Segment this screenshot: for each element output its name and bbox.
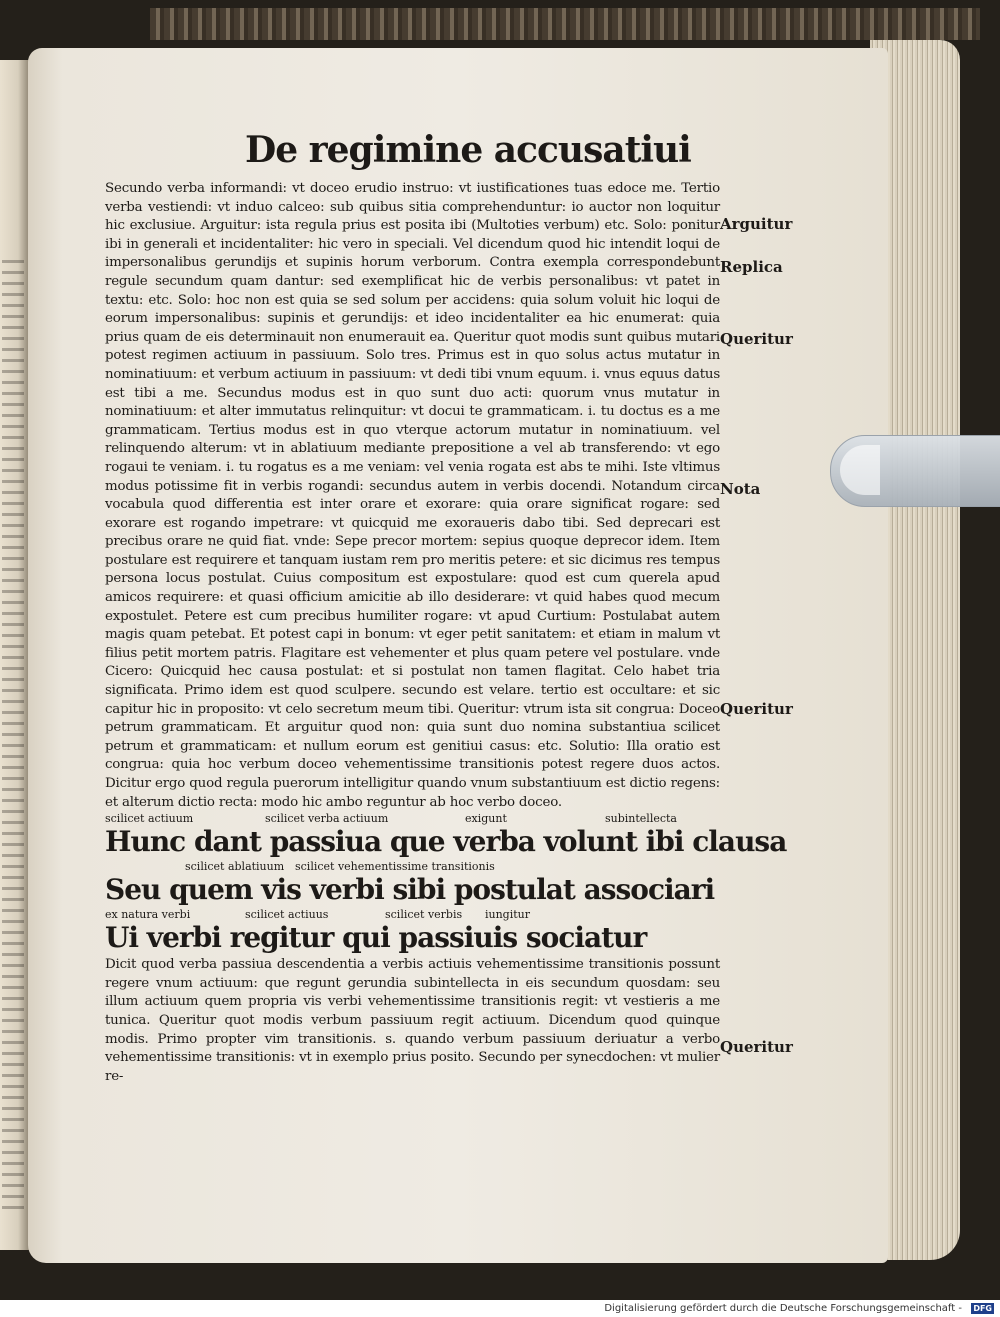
interlinear-gloss bbox=[105, 860, 720, 874]
marginal-note: Queritur bbox=[720, 1038, 793, 1056]
left-page-text bbox=[2, 260, 24, 1210]
verse-line: Seu quem vis verbi sibi postulat associari bbox=[105, 873, 715, 907]
commentary-paragraph: Secundo verba informandi: vt doceo erudio instruo: vt iustificationes tuas edoce me. Tertio verba vestiendi: vt induo calceo: sub quibus sitia comprehenduntur: io auctor non loquitur hic exclusiue. Arguitur: ista regula prius est posita ibi (Multoties verbum) etc. Solo: ponitur ibi in generali et incidentaliter: hic vero in speciali. Vel dicendum quod hic intendit loqui de impersonalibus gerundijs et supinis horum verborum. Contra exempla correspondebunt regule secundum quam dantur: sed exemplificat hic de verbis personalibus: vt patet in textu: etc. Solo: hoc non est quia se sed solum per accidens: quia solum voluit hic loqui de eorum impersonalibus: supinis et gerundijs: et ideo incidentaliter ea hic enumerat: quia prius quam de eis determinauit non enumerauit ea. Queritur quot modis sunt quibus mutari potest regimen actiuum in passiuum. Solo tres. Primus est in quo solus actus mutatur in nominatiuum: et verbum actiuum in passiuum: vt dedi tibi vnum equum. i. vnus equus datus est tibi a me. Secundus modus est in quo sunt duo acti: quorum vnus mutatur in nominatiuum: et alter immutatus relinquitur: vt docui te grammaticam. i. tu doctus es a me grammaticam. Tertius modus est in quo vterque actorum mutatur in nominatiuum. vel relinquendo alterum: vt in ablatiuum mediante prepositione a vel ab transferendo: vt ego rogaui te veniam. i. tu rogatus es a me veniam: vel venia rogata est abs te mihi. Iste vltimus modus potissime fit in verbis rogandi: secundus autem in verbis docendi. Notandum circa vocabula quod differentia est inter orare et exorare: quia orare significat rogare: sed exorare est rogando impetrare: vt quicquid me exoraueris dabo tibi. Sed deprecari est precibus orare ne quid fiat. vnde: Sepe precor mortem: sepius quoque deprecor idem. Item postulare est requirere et tanquam iustam rem pro meritis petere: et sic dicimus res tempus persona locus postulat. Cuius compositum est expostulare: quod est cum querela apud amicos requirere: et quasi officium amicitie ab illo desiderare: vt quid habes quod mecum expostulet. Petere est cum precibus humiliter rogare: vt apud Curtium: Postulabat autem magis quam petebat. Et potest capi in bonum: vt eger petit sanitatem: et etiam in malum vt filius petit mortem patris. Flagitare est vehementer et plus quam petere vel postulare. vnde Cicero: Quicquid hec causa postulat: et si postulat non tamen flagitat. Celo habet tria significata. Primo idem est quod sculpere. secundo est velare. tertio est occultare: et sic capitur hic in proposito: vt celo secretum meum tibi. Queritur: vtrum ista sit congrua: Doceo petrum grammaticam. Et arguitur quod non: quia sunt duo nomina substantiua scilicet petrum et grammaticam: et nullum eorum est genitiui casus: etc. Solutio: Illa oratio est congrua: quia hoc verbum doceo vehementissime transitionis potest regere duos actos. Dicitur ergo quod regula puerorum intelligitur quando vnum substantiuum est dictio regens: et alterum dictio recta: modo hic ambo reguntur ab hoc verbo doceo. bbox=[105, 181, 720, 810]
page-title: De regimine accusatiui bbox=[245, 129, 691, 171]
gloss-word: exigunt bbox=[465, 812, 507, 826]
gloss-word: scilicet verba actiuum bbox=[265, 812, 389, 826]
gloss-word: ex natura verbi bbox=[105, 908, 191, 922]
verse-line: Hunc dant passiua que verba volunt ibi clausa bbox=[105, 825, 787, 859]
gloss-word: scilicet actiuus bbox=[245, 908, 329, 922]
gloss-word: scilicet verbis bbox=[385, 908, 463, 922]
commentary-paragraph: Dicit quod verba passiua descendentia a verbis actiuis vehementissime transitionis possunt regere vnum actiuum: que regunt gerundia subintellecta in eis secundum quosdam: seu illum actiuum quem propria vis verbi vehementissime transitionis regit: vt vestieris a me tunica. Queritur quot modis verbum passiuum regit actiuum. Dicendum quod quinque modis. Primo propter vim transitionis. s. quando verbum passiuum deriuatur a verbo vehementissime transitionis: vt in exemplo prius posito. Secundo per synecdochen: vt mulier re- bbox=[105, 957, 720, 1084]
gloss-word: scilicet actiuum bbox=[105, 812, 194, 826]
gloss-word: scilicet vehementissime transitionis bbox=[295, 860, 495, 874]
marginal-note: Queritur bbox=[720, 330, 793, 348]
marginal-note: Queritur bbox=[720, 700, 793, 718]
left-page-edge bbox=[0, 60, 30, 1250]
gloss-word: subintellecta bbox=[605, 812, 677, 826]
marginal-note: Replica bbox=[720, 258, 783, 276]
marginal-note: Arguitur bbox=[720, 215, 793, 233]
dfg-logo-icon: DFG bbox=[973, 1304, 992, 1313]
interlinear-gloss bbox=[105, 812, 720, 826]
verse-line: Ui verbi regitur qui passiuis sociatur bbox=[105, 921, 647, 955]
gloss-word: scilicet ablatiuum bbox=[185, 860, 285, 874]
interlinear-gloss bbox=[105, 908, 720, 922]
marginal-note: Nota bbox=[720, 480, 761, 498]
footer-bar bbox=[0, 1300, 1000, 1317]
footer-credit: Digitalisierung gefördert durch die Deutsche Forschungsgemeinschaft - bbox=[604, 1303, 962, 1314]
book-top-edge bbox=[150, 8, 980, 40]
gloss-word: iungitur bbox=[485, 908, 531, 922]
